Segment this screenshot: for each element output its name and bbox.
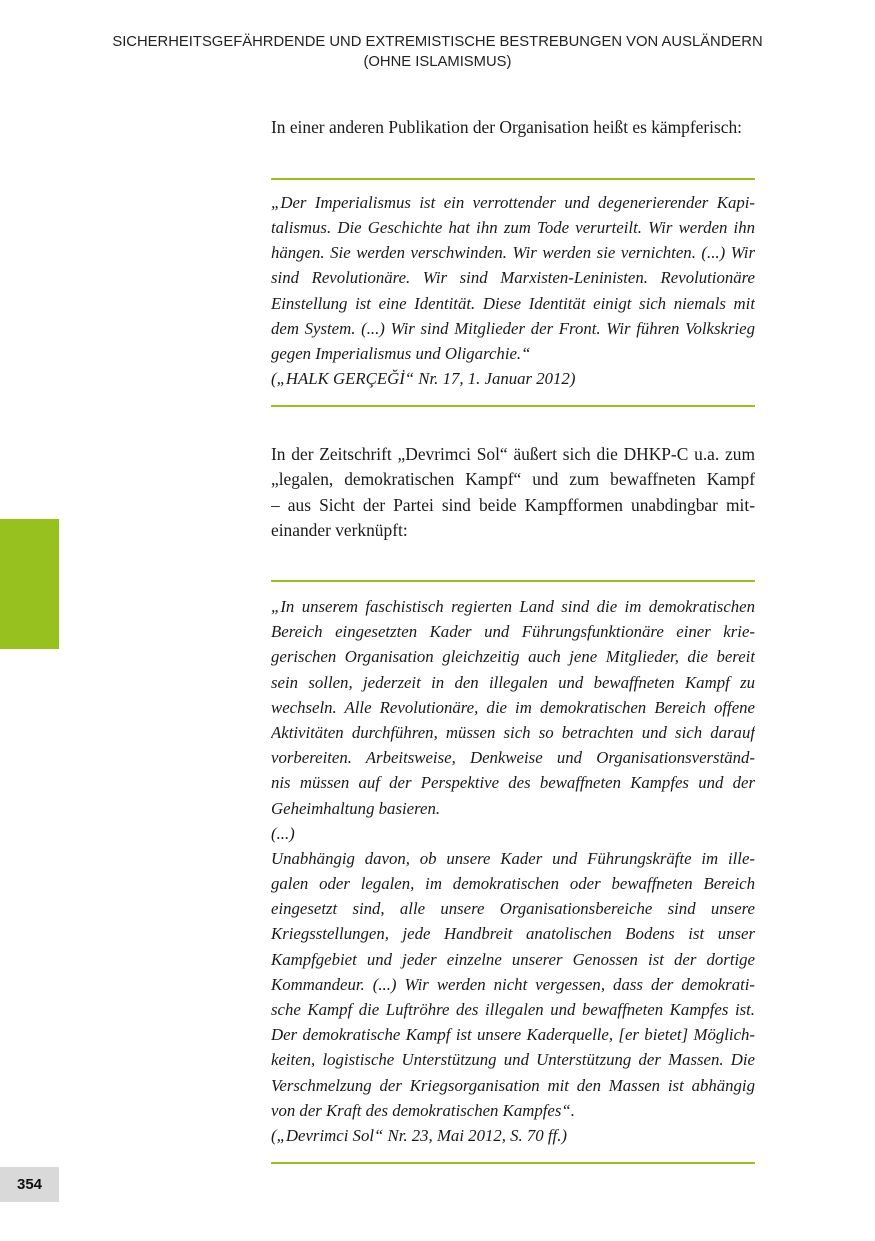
quote-1-line: hängen. Sie werden verschwinden. Wir werden sie vernichten. (...) Wir [271, 243, 755, 263]
body-paragraph [271, 442, 755, 543]
quote-1 [271, 190, 755, 391]
quote-2-top-rule [271, 580, 755, 582]
quote-2-source: („Devrimci Sol“ Nr. 23, Mai 2012, S. 70 ff.) [271, 1125, 567, 1145]
quote-2-line: „In unserem faschistisch regierten Land sind die im demokratischen [271, 597, 755, 616]
running-header-line-1: SICHERHEITSGEFÄHRDENDE UND EXTREMISTISCHE BESTREBUNGEN VON AUSLÄNDERN [112, 34, 763, 50]
quote-1-source: („HALK GERÇEĞİ“ Nr. 17, 1. Januar 2012) [271, 368, 576, 388]
quote-2-line: Der demokratische Kampf ist unsere Kaderquelle, [er bietet] Möglich- [271, 1025, 755, 1045]
quote-2-line: Unabhängig davon, ob unsere Kader und Führungskräfte im ille- [271, 848, 755, 868]
running-header [0, 32, 875, 72]
quote-2-line: sche Kampf die Luftröhre des illegalen und bewaffneten Kampfes ist. [271, 1000, 755, 1019]
quote-2-line: Verschmelzung der Kriegsorganisation mit den Massen ist abhängig [271, 1075, 755, 1095]
running-header-line-2: (OHNE ISLAMISMUS) [363, 54, 512, 70]
quote-1-line: „Der Imperialismus ist ein verrottender und degenerierender Kapi- [271, 193, 755, 212]
intro-text: In einer anderen Publikation der Organisation heißt es kämpferisch: [271, 117, 743, 137]
quote-2-line: Kampfgebiet und jeder einzelne unserer Genossen ist der dortige [271, 949, 755, 969]
quote-2-line: Kommandeur. (...) Wir werden nicht vergessen, dass der demokrati- [271, 974, 755, 994]
page-number: 354 [0, 1167, 59, 1202]
quote-2-bottom-rule [271, 1162, 755, 1164]
intro-paragraph [271, 115, 755, 140]
quote-2-line: nis müssen auf der Perspektive des bewaffneten Kampfes und der [271, 773, 755, 793]
quote-2-line: Aktivitäten durchführen, müssen sich so betrachten und sich darauf [271, 722, 755, 742]
quote-2-line: keiten, logistische Unterstützung und Unterstützung der Massen. Die [271, 1050, 755, 1070]
quote-2-line: sein sollen, jederzeit in den illegalen und bewaffneten Kampf zu [271, 672, 755, 692]
quote-2-line: galen oder legalen, im demokratischen oder bewaffneten Bereich [271, 874, 755, 894]
quote-1-top-rule [271, 178, 755, 180]
quote-1-line: gegen Imperialismus und Oligarchie.“ [271, 343, 531, 363]
quote-2-line: Kriegsstellungen, jede Handbreit anatolischen Bodens ist unser [271, 924, 755, 944]
quote-2-line: vorbereiten. Arbeitsweise, Denkweise und Organisationsverständ- [271, 748, 755, 768]
paragraph-line: In der Zeitschrift „Devrimci Sol“ äußert sich die DHKP-C u.a. zum [271, 444, 755, 464]
quote-1-line: dem System. (...) Wir sind Mitglieder der Front. Wir führen Volkskrieg [271, 318, 755, 338]
quote-2-line: (...) [271, 823, 295, 843]
quote-2-line: Bereich eingesetzten Kader und Führungsfunktionäre einer krie- [271, 622, 755, 642]
chapter-tab [0, 519, 59, 649]
quote-2 [271, 594, 755, 1148]
quote-1-line: sind Revolutionäre. Wir sind Marxisten-Leninisten. Revolutionäre [271, 268, 755, 288]
quote-1-bottom-rule [271, 405, 755, 407]
paragraph-line: – aus Sicht der Partei sind beide Kampfformen unabdingbar mit- [271, 494, 755, 515]
quote-2-line: von der Kraft des demokratischen Kampfes“. [271, 1100, 575, 1120]
quote-2-line: Geheimhaltung basieren. [271, 798, 441, 818]
paragraph-line: „legalen, demokratischen Kampf“ und zum bewaffneten Kampf [271, 469, 755, 490]
quote-1-line: Einstellung ist eine Identität. Diese Identität einigt sich niemals mit [271, 293, 755, 313]
quote-2-line: gerischen Organisation gleichzeitig auch jene Mitglieder, die bereit [271, 647, 755, 667]
quote-2-line: eingesetzt sind, alle unsere Organisationsbereiche sind unsere [271, 899, 755, 919]
paragraph-line: einander verknüpft: [271, 519, 408, 540]
quote-2-line: wechseln. Alle Revolutionäre, die im demokratischen Bereich offene [271, 697, 755, 717]
quote-1-line: talismus. Die Geschichte hat ihn zum Tode verurteilt. Wir werden ihn [271, 218, 755, 238]
